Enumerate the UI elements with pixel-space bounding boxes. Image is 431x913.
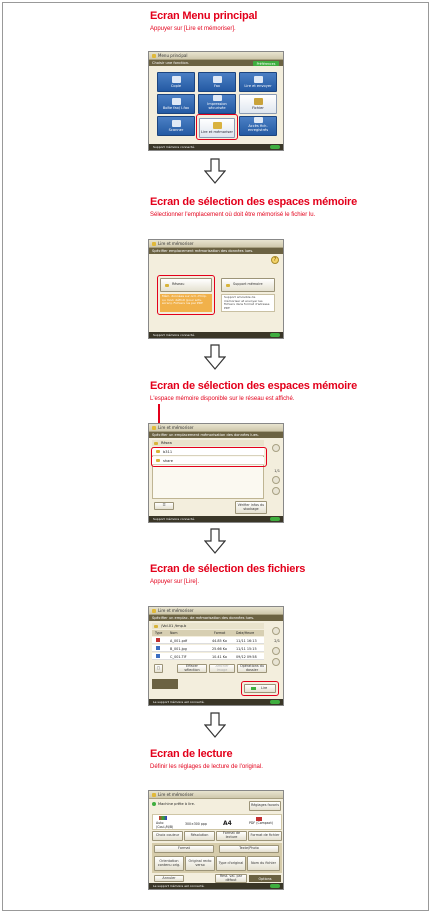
down-arrow-icon (204, 158, 226, 184)
tile-label: Copie (170, 84, 182, 89)
file-date: 11/11 15:15 (236, 646, 257, 651)
status-bar (149, 332, 283, 338)
details-button[interactable] (154, 502, 174, 510)
titlebar-label: Lire et mémoriser (158, 241, 194, 246)
status-text: Le support mémoire est connecté. (153, 884, 205, 888)
text-photo-button[interactable]: Texte/Photo (219, 845, 279, 853)
header-format[interactable]: Format (214, 631, 226, 635)
screen-instruction: Spécifier emplacement mémorisation des données lues. (149, 248, 283, 254)
section-4-subtitle: Appuyer sur [Lire]. (150, 579, 200, 585)
table-row[interactable] (152, 653, 264, 660)
status-text: Support mémoire connecté. (153, 145, 195, 149)
memory-media-icon (226, 284, 230, 287)
cancel-button[interactable]: Annuler (154, 875, 184, 882)
fax-icon (213, 76, 222, 83)
folder-icon (152, 242, 156, 246)
pdf-file-icon (156, 638, 160, 642)
main-menu-screen (148, 51, 284, 151)
copy-icon (172, 76, 181, 83)
select-all-button[interactable] (154, 664, 163, 673)
screen-titlebar (149, 240, 283, 248)
up-folder-icon[interactable] (272, 627, 280, 635)
titlebar-label: Lire et mémoriser (158, 608, 194, 613)
ready-icon (152, 802, 156, 806)
screen-instruction: Choisir une fonction. (149, 60, 283, 66)
options-button[interactable]: Options (249, 875, 281, 882)
network-icon (154, 442, 158, 445)
tile-label: Fichier (252, 106, 264, 111)
ready-message (152, 801, 232, 807)
page-indicator: 1/1 (274, 469, 280, 473)
titlebar-label: Lire et mémoriser (158, 425, 194, 430)
memory-media-button[interactable] (221, 278, 275, 292)
memory-media-description: Support amovible de mémoriser et envoyer les fichiers dans format d'adresse PDF. (221, 294, 275, 312)
path-bar (152, 623, 264, 629)
file-format-value: PDF (Compact) (249, 821, 273, 825)
tile-label: Lire et mémoriser (201, 130, 233, 135)
section-2-subtitle: Sélectionner l'emplacement où doit être mémorisé le fichier lu. (150, 212, 316, 218)
scroll-up-icon[interactable] (272, 647, 280, 655)
titlebar-label: Lire et mémoriser (158, 792, 194, 797)
image-file-icon (156, 646, 160, 650)
color-mode-value: Auto (Coul./N/B) (156, 821, 174, 829)
section-1-subtitle: Appuyer sur [Lire et mémoriser]. (150, 26, 236, 32)
header-name[interactable]: Nom (170, 631, 178, 635)
file-select-screen (148, 606, 284, 706)
section-1-title: Ecran Menu principal (150, 10, 258, 22)
secure-print-icon (213, 95, 222, 101)
file-name: A_001.pdf (170, 638, 188, 643)
help-icon[interactable]: ? (271, 256, 279, 264)
screen-titlebar (149, 424, 283, 432)
status-bar (149, 516, 283, 522)
item-label: b311 (163, 449, 173, 454)
file-tile[interactable] (239, 94, 277, 114)
up-folder-icon[interactable] (272, 444, 280, 452)
screen-titlebar (149, 52, 283, 60)
tile-label: Impression sécurisée (207, 102, 227, 111)
folder-icon (152, 609, 156, 613)
fax-box-icon (172, 98, 181, 105)
settings-summary (152, 814, 282, 830)
scroll-up-icon[interactable] (272, 476, 280, 484)
network-storage-screen (148, 423, 284, 523)
restore-defaults-button[interactable]: Rest. val. par défaut (215, 874, 247, 883)
format-button[interactable]: Format (154, 845, 214, 853)
section-5-subtitle: Définir les réglages de lecture de l'original. (150, 764, 263, 770)
tile-label: Scanner (168, 128, 184, 133)
file-size: 10.41 Ko (212, 654, 227, 659)
status-bar (149, 883, 283, 889)
checkbox-icon: □ (156, 665, 161, 670)
table-row[interactable] (152, 645, 264, 652)
highlight-network (157, 275, 215, 315)
network-description: Mém. données sur ord. d'hôp. ou mod. définit (pour actv. écran). Fichiers lus par PDF. (160, 294, 212, 312)
file-name: C_001.TIF (170, 654, 187, 659)
scan-size-value: A4 (223, 820, 232, 827)
secure-print-tile[interactable] (198, 94, 236, 114)
highlight-read (241, 681, 279, 696)
path-bar (152, 440, 264, 446)
fax-tile[interactable] (198, 72, 236, 92)
status-ok-icon (270, 884, 280, 888)
status-ok-icon (270, 145, 280, 149)
status-text: Support mémoire connecté. (153, 333, 195, 337)
scanner-tile[interactable] (157, 116, 195, 136)
file-format-button[interactable]: Format de fichier (248, 831, 282, 841)
original-type-button[interactable]: Type d'original (216, 856, 246, 871)
resolution-button[interactable]: Résolution (184, 831, 215, 841)
section-3-title: Ecran de sélection des espaces mémoire (150, 380, 358, 392)
scanner-icon (172, 120, 181, 127)
file-date: 11/11 16:13 (236, 638, 257, 643)
titlebar-label: Menu principal (158, 53, 188, 58)
down-arrow-icon (204, 528, 226, 554)
fax-box-tile[interactable] (157, 94, 195, 114)
color-select-button[interactable]: Choix couleur (152, 831, 183, 841)
highlight-network-list (151, 447, 267, 467)
detail-icon: ☰ (162, 503, 166, 508)
storage-select-screen (148, 239, 284, 339)
file-name: B_001.jpg (170, 646, 187, 651)
section-5-title: Ecran de lecture (150, 748, 233, 760)
access-files-tile[interactable] (239, 116, 277, 136)
memory-media-label: Support mémoire (233, 282, 263, 287)
status-bar (149, 699, 283, 705)
status-text: Le support mémoire est connecté. (153, 700, 205, 704)
screen-titlebar (149, 607, 283, 615)
screen-instruction: Spécifier un emplacement mémorisation des données lues. (149, 432, 283, 438)
page-indicator: 2/1 (274, 639, 280, 643)
file-icon (254, 98, 263, 105)
image-file-icon (156, 654, 160, 658)
down-arrow-icon (204, 344, 226, 370)
favorite-settings-button[interactable]: Réglages favoris (249, 801, 281, 811)
resolution-value: 300×300 ppp (185, 822, 207, 826)
scroll-down-icon[interactable] (272, 487, 280, 495)
folder-icon (152, 426, 156, 430)
show-image-button[interactable]: Afficher image (209, 664, 235, 673)
tile-label: Lire et envoyer (244, 84, 272, 89)
path-label: /Vol.01 /tmp.b (161, 624, 187, 628)
highlight-scan-store (196, 114, 238, 140)
status-ok-icon (270, 333, 280, 337)
status-ok-icon (270, 700, 280, 704)
preview-panel (152, 679, 178, 689)
read-label: Lire (261, 685, 268, 690)
status-ok-icon (270, 517, 280, 521)
screen-titlebar (149, 791, 283, 799)
duplex-button[interactable]: Original recto verso (185, 856, 215, 871)
file-size: 25.66 Ko (212, 646, 227, 651)
scan-settings-screen (148, 790, 284, 890)
status-text: Support mémoire connecté. (153, 517, 195, 521)
item-label: share (163, 458, 173, 463)
copy-tile[interactable] (157, 72, 195, 92)
tile-label: Accès fich. enregistrés (247, 124, 269, 133)
color-mode-icon (159, 816, 167, 820)
status-bar (149, 144, 283, 150)
section-2-title: Ecran de sélection des espaces mémoire (150, 196, 358, 208)
section-3-subtitle: L'espace mémoire disponible sur le réseau est affiché. (150, 396, 295, 402)
access-files-icon (254, 117, 263, 123)
check-storage-button[interactable]: Vérifier infos du stockage (235, 501, 267, 514)
orientation-button[interactable]: Orientation contenu orig. (154, 856, 184, 871)
preferences-button[interactable]: Préférences (253, 61, 279, 66)
ready-text: Machine prête à lire. (158, 802, 195, 806)
scan-size-button[interactable]: Format de lecture (216, 831, 247, 841)
file-list-header (152, 630, 264, 636)
folder-operations-button[interactable]: Opérations du dossier (237, 664, 267, 673)
section-4-title: Ecran de sélection des fichiers (150, 563, 306, 575)
screen-instruction: Spécifier un emplac. de mémorisation des données lues. (149, 615, 283, 621)
path-label: Résea (161, 441, 172, 445)
menu-icon (152, 54, 156, 58)
header-date[interactable]: Date/Heure (236, 631, 255, 635)
file-date: 09/12 09:58 (236, 654, 257, 659)
folder-icon (152, 793, 156, 797)
clear-selection-button[interactable]: Effacer sélection (177, 664, 207, 673)
table-row[interactable] (152, 637, 264, 644)
down-arrow-icon (204, 712, 226, 738)
header-type[interactable]: Type (155, 631, 163, 635)
network-label: Réseau (172, 282, 185, 287)
file-size: 44.85 Ko (212, 638, 227, 643)
tile-label: Boîte fax/ I-fax (162, 106, 190, 111)
tile-label: Fax (213, 84, 221, 89)
scroll-down-icon[interactable] (272, 658, 280, 666)
scan-send-icon (254, 76, 263, 83)
file-name-button[interactable]: Nom du fichier (247, 856, 280, 871)
folder-icon (154, 625, 158, 628)
scan-send-tile[interactable] (239, 72, 277, 92)
